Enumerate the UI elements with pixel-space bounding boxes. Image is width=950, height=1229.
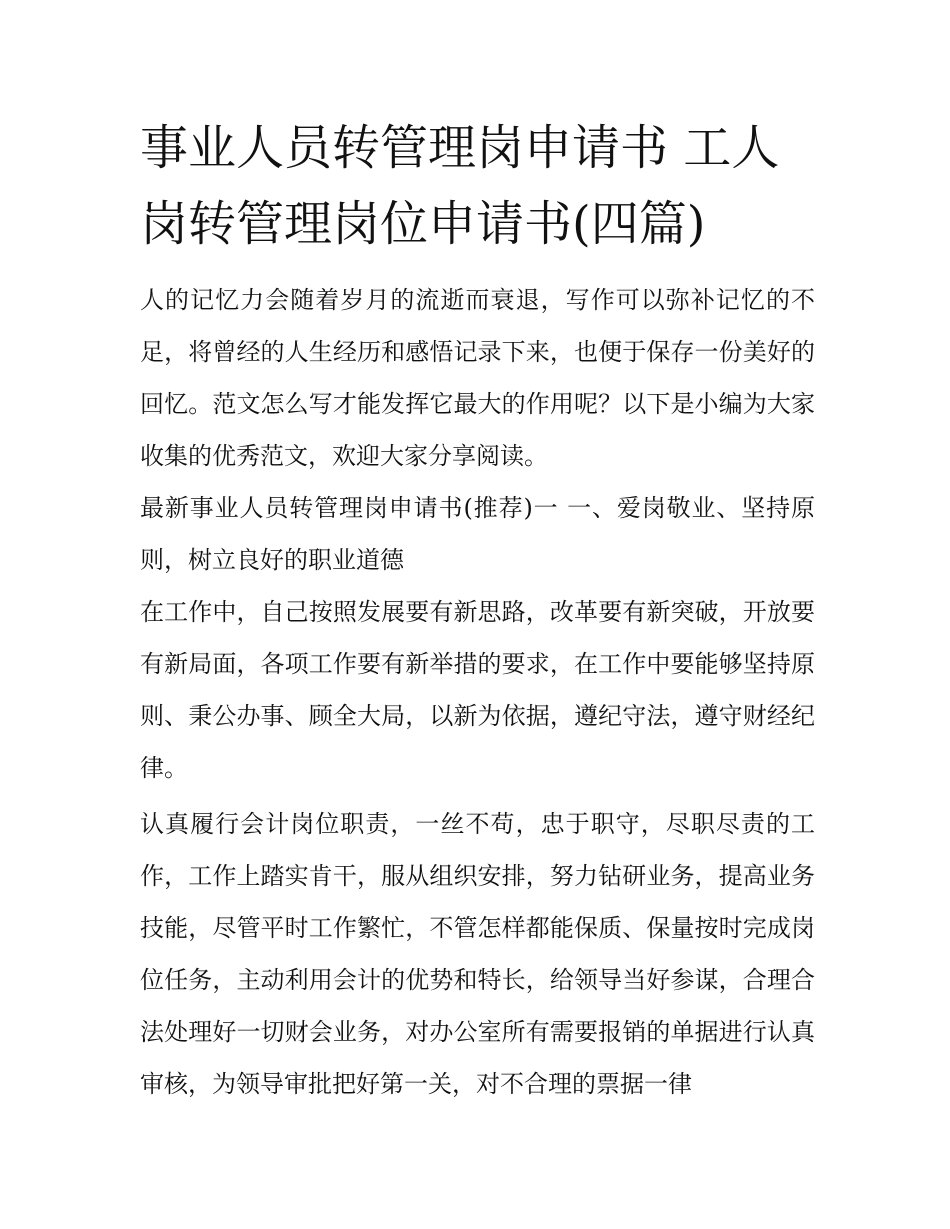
intro-paragraph: 人的记忆力会随着岁月的流逝而衰退，写作可以弥补记忆的不足，将曾经的人生经历和感悟记录下来，也便于保存一份美好的回忆。范文怎么写才能发挥它最大的作用呢？以下是小编为大家收集的优秀范文，欢迎大家分享阅读。 xyxy=(140,286,815,470)
duties-paragraph: 认真履行会计岗位职责，一丝不苟，忠于职守，尽职尽责的工作，工作上踏实肯干，服从组织安排，努力钻研业务，提高业务技能，尽管平时工作繁忙，不管怎样都能保质、保量按时完成岗位任务，主动利用会计的优势和特长，给领导当好参谋，合理合法处理好一切财会业务，对办公室所有需要报销的单据进行认真审核，为领导审批把好第一关，对不合理的票据一律 xyxy=(140,810,815,1098)
section-heading-paragraph: 最新事业人员转管理岗申请书(推荐)一 一、爱岗敬业、坚持原则，树立良好的职业道德 xyxy=(140,494,815,574)
work-principles-paragraph: 在工作中，自己按照发展要有新思路，改革要有新突破，开放要有新局面，各项工作要有新举措的要求，在工作中要能够坚持原则、秉公办事、顾全大局，以新为依据，遵纪守法，遵守财经纪律。 xyxy=(140,598,815,782)
document-title: 事业人员转管理岗申请书 工人岗转管理岗位申请书(四篇) xyxy=(140,120,780,252)
document-page xyxy=(140,110,815,1110)
